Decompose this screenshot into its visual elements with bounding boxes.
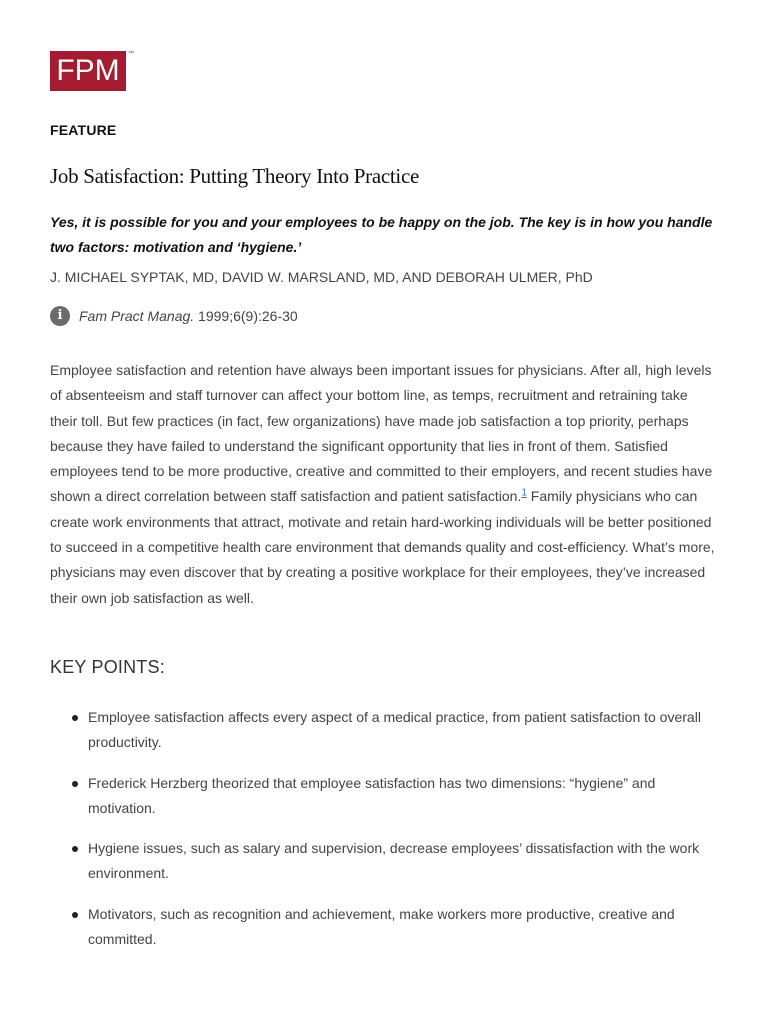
key-point-item: Frederick Herzberg theorized that employee satisfaction has two dimensions: “hygiene” and motivation. — [50, 771, 715, 822]
article-intro-paragraph — [50, 358, 715, 611]
intro-text-part1: Employee satisfaction and retention have always been important issues for physicians. After all, high levels of absenteeism and staff turnover can affect your bottom line, as temps, recruitment and retraining take their toll. But few practices (in fact, few organizations) have made job satisfaction a top priority, perhaps because they have failed to understand the significant opportunity that lies in front of them. Satisfied employees tend to be more productive, creative and committed to their employers, and recent studies have shown a direct correlation between staff satisfaction and patient satisfaction. — [50, 362, 713, 505]
info-icon[interactable]: i — [50, 306, 70, 326]
article-citation — [50, 306, 298, 326]
key-point-item: Employee satisfaction affects every aspect of a medical practice, from patient satisfaction to overall productivity. — [50, 705, 715, 756]
footnote-link[interactable]: 1 — [521, 487, 527, 499]
logo-trademark: ™ — [128, 51, 134, 57]
section-label: FEATURE — [50, 122, 117, 138]
intro-text-part2: Family physicians who can create work environments that attract, motivate and retain hard-working individuals will be better positioned to succeed in a competitive health care environment that demands quality and cost-efficiency. What’s more, physicians may even discover that by creating a positive workplace for their employees, they’ve increased their own job satisfaction as well. — [50, 488, 715, 606]
citation-journal: Fam Pract Manag. — [79, 308, 195, 324]
article-authors: J. MICHAEL SYPTAK, MD, DAVID W. MARSLAND, MD, AND DEBORAH ULMER, PhD — [50, 269, 593, 285]
article-subtitle: Yes, it is possible for you and your employees to be happy on the job. The key is in how you handle two factors: motivation and ‘hygiene.’ — [50, 214, 713, 255]
key-point-item: Motivators, such as recognition and achievement, make workers more productive, creative and committed. — [50, 902, 715, 953]
key-point-item: Hygiene issues, such as salary and supervision, decrease employees’ dissatisfaction with the work environment. — [50, 836, 715, 887]
logo-text: FPM — [56, 54, 120, 87]
key-points-heading: KEY POINTS: — [50, 657, 165, 677]
citation-details: 1999;6(9):26-30 — [194, 308, 298, 324]
fpm-logo[interactable] — [50, 51, 126, 91]
key-points-list — [50, 705, 715, 967]
article-title: Job Satisfaction: Putting Theory Into Practice — [50, 164, 419, 188]
